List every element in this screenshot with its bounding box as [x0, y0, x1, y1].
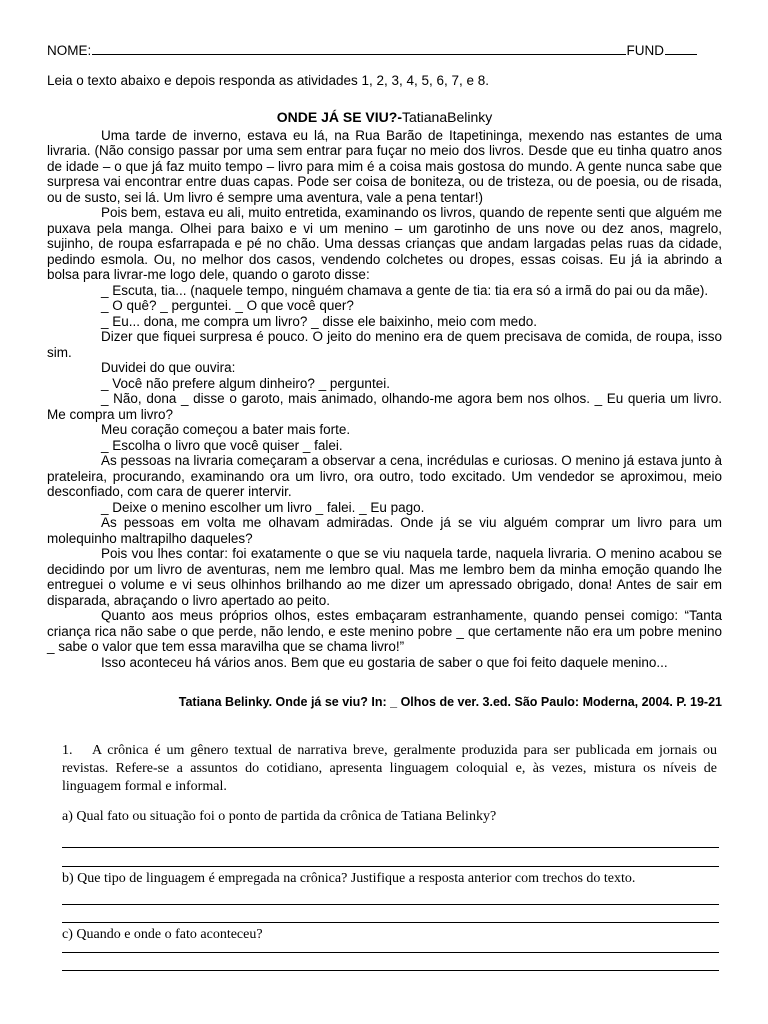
question-intro-text — [62, 742, 717, 796]
story-paragraph: Dizer que fiquei surpresa é pouco. O jeito do menino era de quem precisava de comida, de roupa, isso sim. — [47, 329, 722, 360]
story-paragraph: Meu coração começou a bater mais forte. — [101, 422, 351, 437]
fund-label: FUND — [626, 43, 664, 58]
story-paragraph: As pessoas na livraria começaram a observar a cena, incrédulas e curiosas. O menino já estava junto à prateleira, procurando, examinando ora um livro, ora outro, todo excitado. Um vendedor se aproximou, meio desconfiado, com cara de querer intervir. — [47, 453, 722, 499]
story-citation: Tatiana Belinky. Onde já se viu? In: _ Olhos de ver. 3.ed. São Paulo: Moderna, 2004. P. 19-21 — [178, 695, 722, 709]
story-paragraph: _ Não, dona _ disse o garoto, mais animado, olhando-me agora bem nos olhos. _ Eu queria um livro. Me compra um livro? — [47, 391, 722, 422]
name-line — [47, 43, 697, 58]
story-paragraph: Quanto aos meus próprios olhos, estes embaçaram estranhamente, quando pensei comigo: “Tanta criança rica não sabe o que perde, não lendo, e este menino pobre _ que certamente não era um pobre menino _ sabe o valor que tem essa maravilha que se chama livro!” — [47, 608, 722, 654]
story-paragraph: Pois vou lhes contar: foi exatamente o que se viu naquela tarde, naquela livraria. O menino acabou se decidindo por um livro de aventuras, nem me lembro qual. Mas me lembro bem da minha emoção quando lhe entreguei o volume e vi seus olhinhos brilhando ao me dizer um apressado obrigado, dona! Antes de sair em disparada, abraçando o livro apertado ao peito. — [47, 546, 722, 608]
answer-line[interactable] — [62, 847, 719, 848]
story — [47, 110, 722, 670]
story-paragraph: Uma tarde de inverno, estava eu lá, na Rua Barão de Itapetininga, mexendo nas estantes de uma livraria. (Não consigo passar por uma sem entrar para fuçar no meio dos livros. Desde que eu tinha quatro anos de idade – o que já faz muito tempo – livro para mim é a coisa mais gostosa do mundo. A gente nunca sabe que surpresa vai encontrar entre duas capas. Pode ser coisa de boniteza, ou de tristeza, ou de poesia, ou de risada, ou de susto, sei lá. Um livro é sempre uma aventura, vale a pena tentar!) — [47, 127, 722, 205]
story-paragraph: _ Escolha o livro que você quiser _ falei. — [101, 437, 343, 453]
name-blank — [92, 43, 625, 55]
story-paragraph: _ Deixe o menino escolher um livro _ falei. _ Eu pago. — [101, 499, 425, 515]
story-paragraph: _ Eu... dona, me compra um livro? _ disse ele baixinho, meio com medo. — [101, 313, 537, 329]
story-paragraph: _ Você não prefere algum dinheiro? _ perguntei. — [101, 375, 390, 391]
name-label: NOME: — [47, 43, 92, 58]
story-paragraph: _ Escuta, tia... (naquele tempo, ninguém chamava a gente de tia: tia era só a irmã do pai ou da mãe). — [101, 282, 709, 298]
story-title-author: TatianaBelinky — [401, 109, 493, 125]
instructions: Leia o texto abaixo e depois responda as atividades 1, 2, 3, 4, 5, 6, 7, e 8. — [47, 73, 490, 88]
answer-line[interactable] — [62, 866, 719, 867]
question-number: 1. — [62, 743, 73, 758]
story-paragraph: As pessoas em volta me olhavam admiradas. Onde já se viu alguém comprar um livro para um molequinho maltrapilho daqueles? — [47, 515, 722, 546]
answer-line[interactable] — [62, 904, 719, 905]
answer-line[interactable] — [62, 922, 719, 923]
story-title — [47, 110, 722, 126]
story-paragraph: Pois bem, estava eu ali, muito entretida, examinando os livros, quando de repente senti que alguém me puxava pela manga. Olhei para baixo e vi um menino – um garotinho de uns nove ou dez anos, magrelo, sujinho, de roupa esfarrapada e pé no chão. Uma dessas crianças que andam largadas pelas ruas da cidade, pedindo esmola. Ou, no melhor dos casos, vendendo colchetes ou dropes, essas coisas. Eu já ia abrindo a bolsa para livrar-me logo dele, quando o garoto disse: — [47, 205, 722, 282]
story-paragraph: _ O quê? _ perguntei. _ O que você quer? — [101, 298, 354, 313]
story-title-bold: ONDE JÁ SE VIU?- — [276, 109, 402, 125]
question-intro-body: A crônica é um gênero textual de narrativa breve, geralmente produzida para ser publicada em jornais ou revistas. Refere-se a assuntos do cotidiano, apresenta linguagem coloquial e, às vezes, mistura os níveis de linguagem formal e informal. — [62, 743, 717, 794]
fund-blank — [665, 43, 697, 55]
story-paragraph: Duvidei do que ouvira: — [101, 360, 236, 375]
question-a: a) Qual fato ou situação foi o ponto de partida da crônica de Tatiana Belinky? — [62, 809, 497, 824]
question-c: c) Quando e onde o fato aconteceu? — [62, 927, 263, 942]
question-b: b) Que tipo de linguagem é empregada na crônica? Justifique a resposta anterior com trechos do texto. — [62, 871, 636, 886]
story-paragraph: Isso aconteceu há vários anos. Bem que eu gostaria de saber o que foi feito daquele menino... — [101, 654, 668, 670]
question-1-intro — [62, 742, 717, 796]
answer-line[interactable] — [62, 952, 719, 953]
answer-line[interactable] — [62, 970, 719, 971]
